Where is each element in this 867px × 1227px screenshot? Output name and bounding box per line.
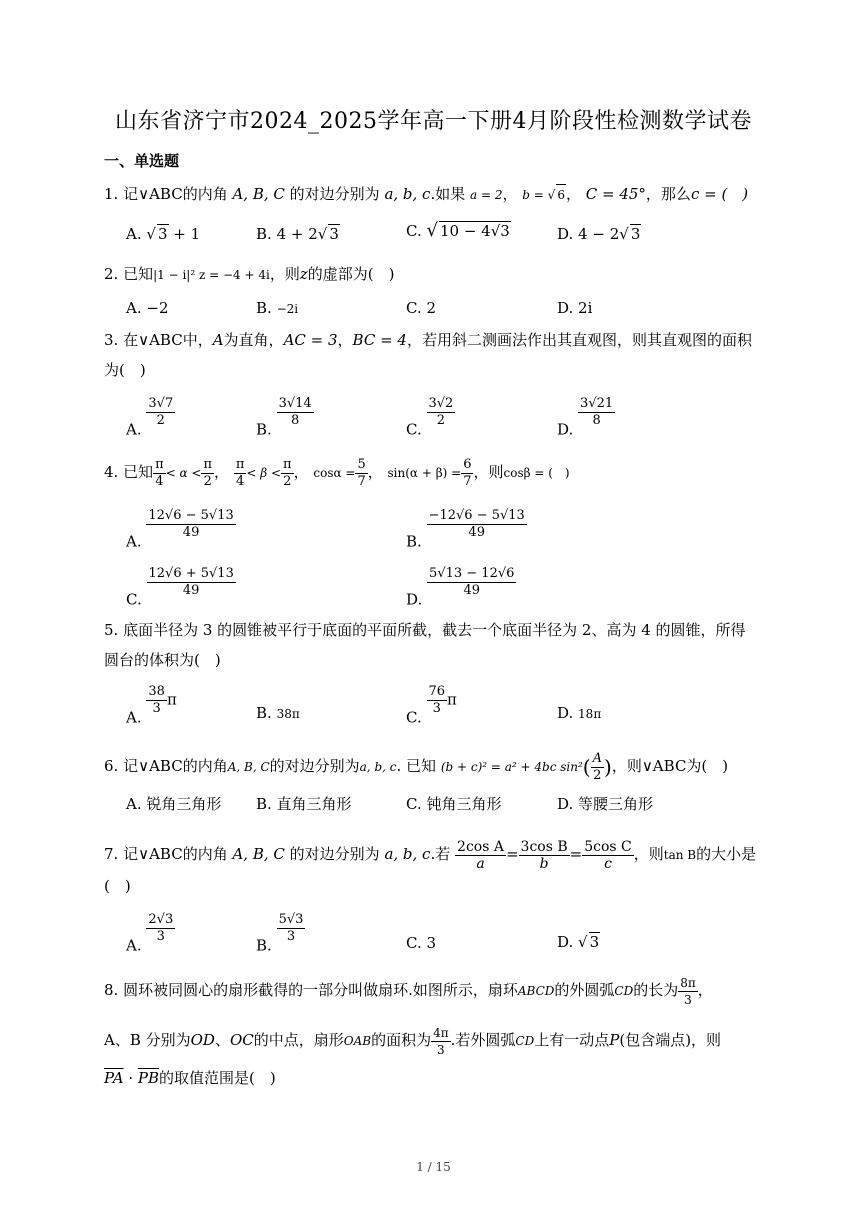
- question-6: 6. 记∨ABC的内角A, B, C的对边分别为a, b, c. 已知 (b + c)² = a² + 4bc sin²( $\frac{A}{2}$ )，则∨ABC为( ): [104, 750, 729, 783]
- question-7: 7. 记∨ABC的内角 A, B, C 的对边分别为 a, b, c.若 $\frac{\text{2cos A}}{a}$ = $\frac{\text{3cos B}}{b}$ = $\frac{\text{5cos C}}{c}$ ，则tan B的大小是: [104, 838, 757, 872]
- section-heading: 一、单选题: [104, 152, 180, 170]
- q5-option-b[interactable]: B. 38π: [256, 704, 300, 722]
- q3-option-c[interactable]: C. $\frac{3√2}{2}$: [406, 396, 454, 439]
- question-5-cont: 圆台的体积为( ): [104, 651, 221, 669]
- question-5: 5. 底面半径为 3 的圆锥被平行于底面的平面所截，截去一个底面半径为 2、高为 4 的圆锥，所得: [104, 621, 746, 639]
- q5-option-d[interactable]: D. 18π: [557, 704, 602, 722]
- q7-option-a[interactable]: A. $\frac{2√3}{3}$: [126, 912, 174, 955]
- q2-option-c[interactable]: C. 2: [406, 299, 437, 317]
- q4-option-a[interactable]: A. $\frac{12√6 - 5√13}{49}$: [126, 508, 234, 551]
- q3-option-b[interactable]: B. $\frac{3√14}{8}$: [256, 396, 312, 439]
- q1-option-a[interactable]: A. √ 3 + 1: [126, 225, 201, 243]
- q6-option-b[interactable]: B. 直角三角形: [256, 795, 352, 813]
- q5-option-a[interactable]: A. $\frac{38}{3}$ π: [126, 684, 177, 727]
- q2-option-b[interactable]: B. −2i: [256, 299, 299, 317]
- q1-option-b[interactable]: B. 4 + 2√ 3: [256, 225, 339, 243]
- q7-option-b[interactable]: B. $\frac{5√3}{3}$: [256, 912, 304, 955]
- q1-option-d[interactable]: D. 4 − 2√ 3: [557, 225, 641, 243]
- q6-option-c[interactable]: C. 钝角三角形: [406, 795, 502, 813]
- q7-option-d[interactable]: D. √ 3: [557, 933, 600, 951]
- q6-option-d[interactable]: D. 等腰三角形: [557, 795, 654, 813]
- question-8-cont: A、B 分别为OD、OC的中点，扇形OAB的面积为 $\frac{4\pi}{3}$ .若外圆弧CD上有一动点P(包含端点)，则: [104, 1025, 722, 1057]
- q2-option-a[interactable]: A. −2: [126, 299, 169, 317]
- question-1: 1. 记∨ABC的内角 A, B, C 的对边分别为 a, b, c.如果 a = 2， b = √ 6， C = 45°，那么c = ( ): [104, 185, 749, 203]
- question-7-cont: ( ): [104, 877, 131, 895]
- question-4: 4. 已知 $\frac{\pi}{4}$ < α < $\frac{\pi}{2}$ ， $\frac{\pi}{4}$ < β < $\frac{\pi}{2}$ ， cosα = $\frac{5}{7}$ ， sin(α + β) = $\frac{6}{7}$ ，则cosβ = ( ): [104, 456, 570, 489]
- question-3: 3. 在∨ABC中，A为直角，AC = 3，BC = 4，若用斜二测画法作出其直观图，则其直观图的面积: [104, 331, 752, 349]
- q3-option-a[interactable]: A. $\frac{3√7}{2}$: [126, 396, 174, 439]
- question-8-cont2: $\overline{PA} \cdot \overline{PB}$的取值范围是( ): [104, 1069, 276, 1087]
- exam-title: 山东省济宁市2024_2025学年高一下册4月阶段性检测数学试卷: [115, 109, 752, 134]
- question-3-cont: 为( ): [104, 361, 146, 379]
- q6-option-a[interactable]: A. 锐角三角形: [126, 795, 222, 813]
- question-2: 2. 已知|1 − i|² z = −4 + 4i，则z的虚部为( ): [104, 265, 395, 283]
- q1-option-c[interactable]: C. √ 10 − 4√3: [406, 220, 510, 241]
- q7-option-c[interactable]: C. 3: [406, 934, 437, 952]
- q2-option-d[interactable]: D. 2i: [557, 299, 593, 317]
- q5-option-c[interactable]: C. $\frac{76}{3}$ π: [406, 684, 457, 727]
- q4-option-c[interactable]: C. $\frac{12√6 + 5√13}{49}$: [126, 566, 234, 609]
- q3-option-d[interactable]: D. $\frac{3√21}{8}$: [557, 396, 614, 439]
- question-8: 8. 圆环被同圆心的扇形截得的一部分叫做扇环.如图所示，扇环ABCD的外圆弧CD的长为 $\frac{8\pi}{3}$ ，: [104, 975, 713, 1007]
- q4-option-b[interactable]: B. $\frac{-12√6 - 5√13}{49}$: [406, 508, 525, 551]
- q4-option-d[interactable]: D. $\frac{5√13 - 12√6}{49}$: [406, 566, 515, 609]
- page-number: 1 / 15: [416, 1160, 451, 1174]
